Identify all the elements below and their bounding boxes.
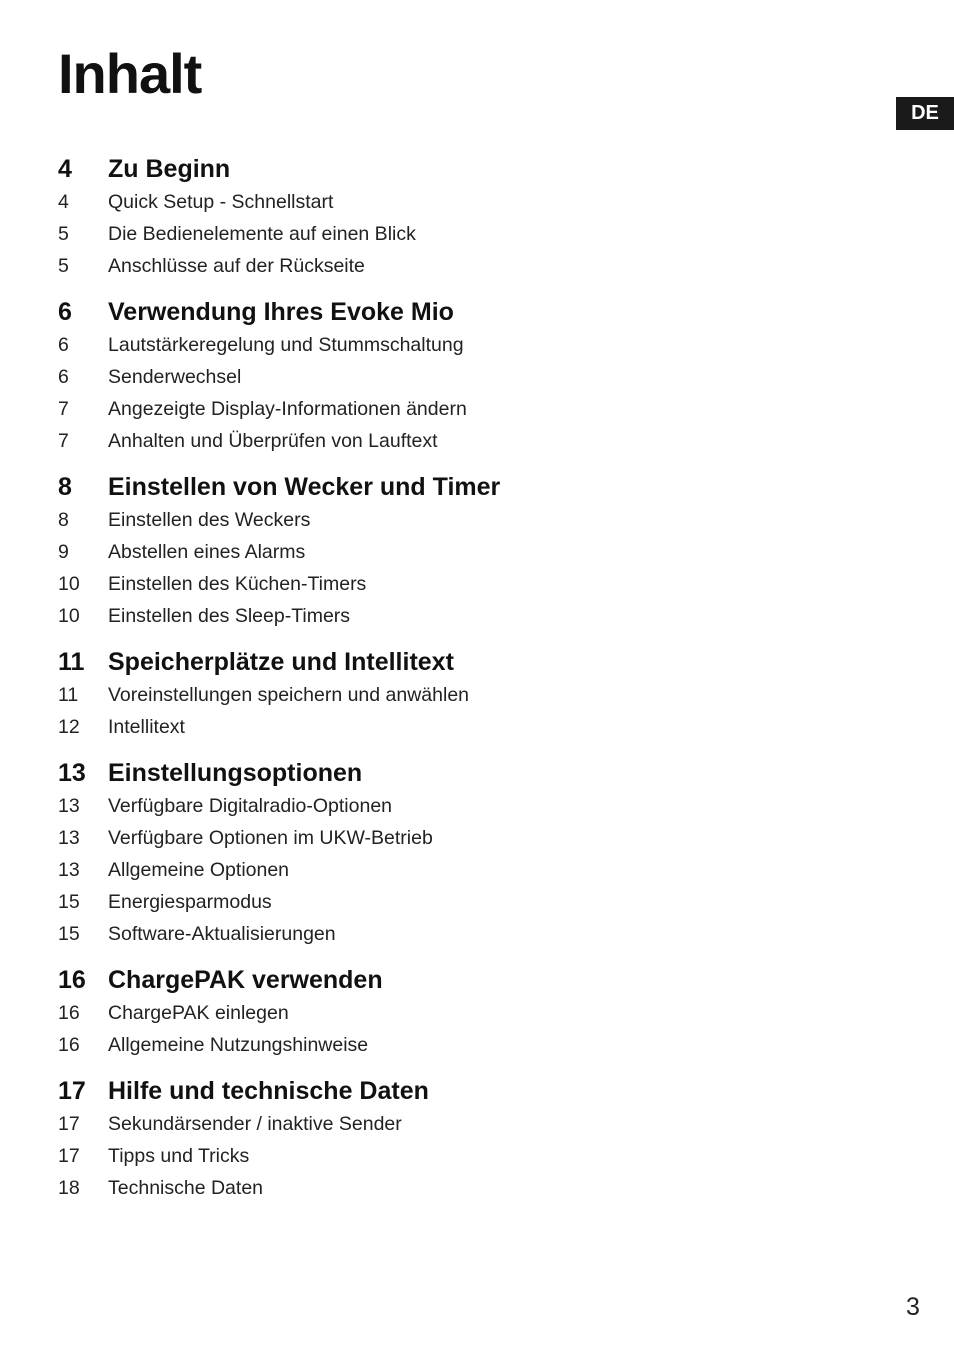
toc-entry[interactable] [58, 1029, 758, 1061]
toc-entry[interactable] [58, 536, 758, 568]
toc-section [58, 470, 758, 632]
entry-page-number: 10 [58, 573, 80, 595]
entry-page-number: 16 [58, 1034, 80, 1056]
toc-entry[interactable] [58, 600, 758, 632]
entry-title: Intellitext [108, 716, 185, 738]
section-page-number: 11 [58, 648, 85, 676]
section-title: Einstellungsoptionen [108, 759, 363, 787]
table-of-contents [58, 152, 758, 1217]
toc-section-heading[interactable] [58, 470, 758, 504]
section-title: Hilfe und technische Daten [108, 1077, 429, 1105]
entry-title: Anhalten und Überprüfen von Lauftext [108, 430, 438, 452]
entry-title: Technische Daten [108, 1177, 264, 1199]
toc-section-heading[interactable] [58, 1074, 758, 1108]
entry-title: Verfügbare Optionen im UKW-Betrieb [108, 827, 433, 849]
entry-page-number: 17 [58, 1145, 80, 1167]
entry-page-number: 8 [58, 509, 69, 531]
entry-title: Allgemeine Optionen [108, 859, 290, 881]
language-badge: DE [896, 97, 954, 130]
entry-page-number: 9 [58, 541, 69, 563]
toc-entry[interactable] [58, 679, 758, 711]
entry-page-number: 6 [58, 334, 69, 356]
section-page-number: 4 [58, 155, 72, 183]
entry-page-number: 11 [58, 684, 79, 706]
toc-entry[interactable] [58, 790, 758, 822]
page-title: Inhalt [58, 42, 202, 105]
entry-title: Anschlüsse auf der Rückseite [108, 255, 365, 277]
entry-title: Quick Setup - Schnellstart [108, 191, 334, 213]
entry-page-number: 6 [58, 366, 69, 388]
toc-entry[interactable] [58, 218, 758, 250]
section-page-number: 17 [58, 1077, 86, 1105]
section-page-number: 8 [58, 473, 72, 501]
section-page-number: 6 [58, 298, 72, 326]
toc-entry[interactable] [58, 393, 758, 425]
toc-entry[interactable] [58, 361, 758, 393]
entry-page-number: 4 [58, 191, 69, 213]
toc-section [58, 152, 758, 282]
toc-entry[interactable] [58, 1108, 758, 1140]
page-number: 3 [906, 1293, 920, 1321]
entry-page-number: 13 [58, 859, 80, 881]
entry-page-number: 7 [58, 398, 69, 420]
entry-title: Tipps und Tricks [108, 1145, 250, 1167]
entry-page-number: 18 [58, 1177, 80, 1199]
entry-page-number: 15 [58, 923, 80, 945]
entry-page-number: 5 [58, 255, 69, 277]
toc-section-heading[interactable] [58, 645, 758, 679]
toc-entry[interactable] [58, 1172, 758, 1204]
entry-title: Lautstärkeregelung und Stummschaltung [108, 334, 464, 356]
toc-section [58, 295, 758, 457]
section-title: Zu Beginn [108, 155, 231, 183]
toc-entry[interactable] [58, 711, 758, 743]
entry-page-number: 13 [58, 827, 80, 849]
toc-entry[interactable] [58, 504, 758, 536]
section-page-number: 13 [58, 759, 86, 787]
entry-title: Die Bedienelemente auf einen Blick [108, 223, 416, 245]
section-title: Verwendung Ihres Evoke Mio [108, 298, 454, 326]
toc-entry[interactable] [58, 186, 758, 218]
section-title: Einstellen von Wecker und Timer [108, 473, 501, 501]
entry-title: Angezeigte Display-Informationen ändern [108, 398, 467, 420]
entry-title: Einstellen des Weckers [108, 509, 311, 531]
toc-entry[interactable] [58, 822, 758, 854]
toc-section [58, 645, 758, 743]
entry-page-number: 13 [58, 795, 80, 817]
entry-title: Verfügbare Digitalradio-Optionen [108, 795, 393, 817]
toc-section-heading[interactable] [58, 295, 758, 329]
toc-section-heading[interactable] [58, 152, 758, 186]
entry-title: Voreinstellungen speichern und anwählen [108, 684, 470, 706]
toc-entry[interactable] [58, 1140, 758, 1172]
toc-entry[interactable] [58, 329, 758, 361]
entry-page-number: 17 [58, 1113, 80, 1135]
entry-title: Einstellen des Küchen-Timers [108, 573, 367, 595]
toc-section-heading[interactable] [58, 756, 758, 790]
toc-section [58, 963, 758, 1061]
entry-title: Senderwechsel [108, 366, 242, 388]
entry-page-number: 5 [58, 223, 69, 245]
section-page-number: 16 [58, 966, 86, 994]
entry-title: ChargePAK einlegen [108, 1002, 289, 1024]
entry-page-number: 16 [58, 1002, 80, 1024]
entry-page-number: 10 [58, 605, 80, 627]
toc-section [58, 756, 758, 950]
entry-title: Abstellen eines Alarms [108, 541, 306, 563]
toc-section [58, 1074, 758, 1204]
toc-entry[interactable] [58, 425, 758, 457]
section-title: Speicherplätze und Intellitext [108, 648, 454, 676]
toc-entry[interactable] [58, 918, 758, 950]
entry-page-number: 12 [58, 716, 80, 738]
section-title: ChargePAK verwenden [108, 966, 383, 994]
toc-entry[interactable] [58, 886, 758, 918]
entry-title: Allgemeine Nutzungshinweise [108, 1034, 369, 1056]
entry-page-number: 7 [58, 430, 69, 452]
entry-title: Sekundärsender / inaktive Sender [108, 1113, 402, 1135]
toc-entry[interactable] [58, 997, 758, 1029]
toc-section-heading[interactable] [58, 963, 758, 997]
entry-page-number: 15 [58, 891, 80, 913]
entry-title: Software-Aktualisierungen [108, 923, 336, 945]
toc-entry[interactable] [58, 250, 758, 282]
entry-title: Energiesparmodus [108, 891, 272, 913]
toc-entry[interactable] [58, 568, 758, 600]
toc-entry[interactable] [58, 854, 758, 886]
entry-title: Einstellen des Sleep-Timers [108, 605, 351, 627]
